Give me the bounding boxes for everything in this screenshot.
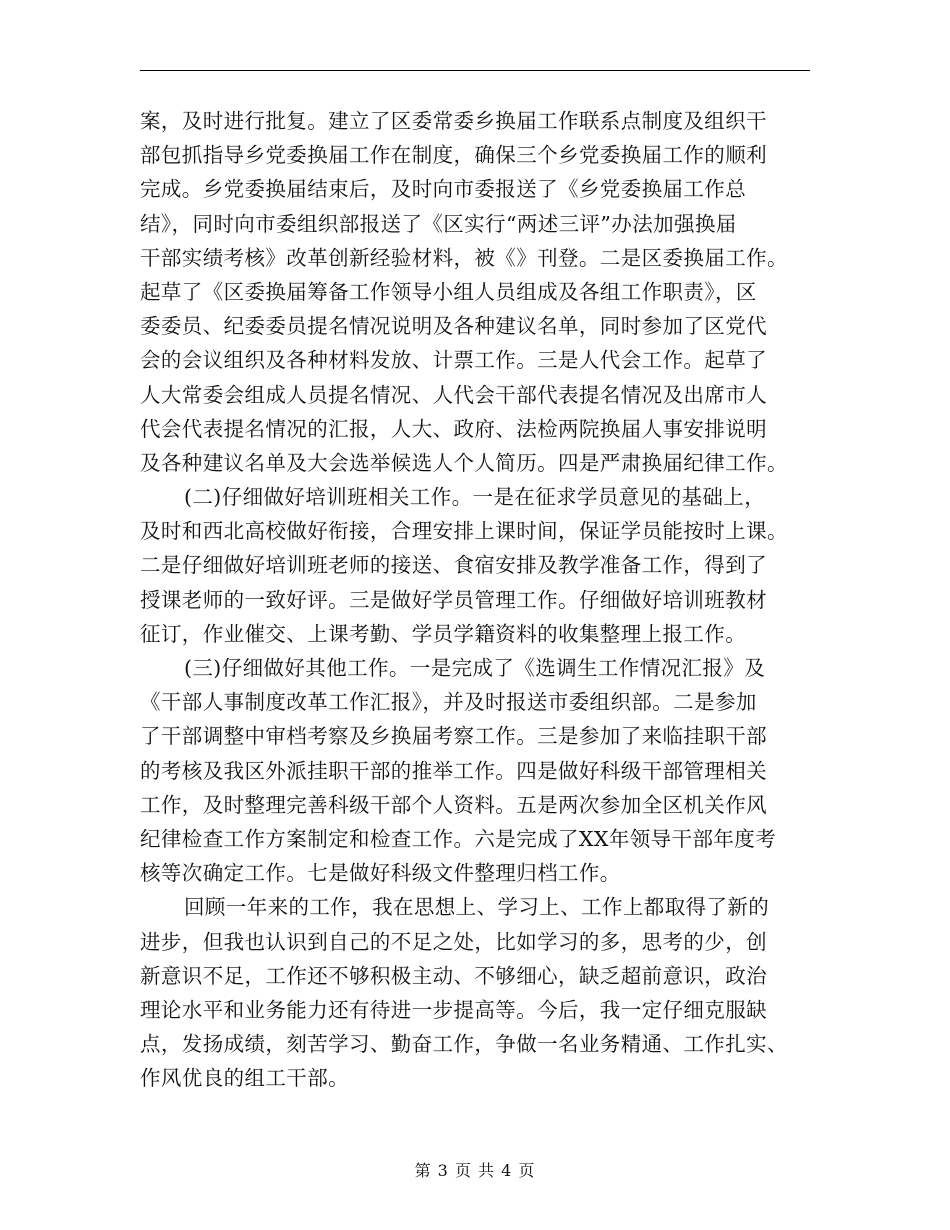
text-line: 及时和西北高校做好衔接，合理安排上课时间，保证学员能按时上课。 (140, 519, 788, 544)
page-number-footer: 第 3 页 共 4 页 (414, 1161, 536, 1180)
header-rule (140, 70, 810, 71)
text-line: 会的会议组织及各种材料发放、计票工作。三是人代会工作。起草了 (140, 348, 767, 373)
text-line: 理论水平和业务能力还有待进一步提高等。今后，我一定仔细克服缺 (140, 997, 767, 1022)
text-line: (二)仔细做好培训班相关工作。一是在征求学员意见的基础上， (184, 485, 766, 510)
text-line: 案，及时进行批复。建立了区委常委乡换届工作联系点制度及组织干 (140, 109, 767, 133)
text-line: 的考核及我区外派挂职干部的推举工作。四是做好科级干部管理相关 (140, 758, 767, 783)
text-line: 进步，但我也认识到自己的不足之处，比如学习的多，思考的少，创 (140, 929, 767, 954)
text-line: 人大常委会组成人员提名情况、人代会干部代表提名情况及出席市人 (140, 382, 767, 407)
text-line: 征订，作业催交、上课考勤、学员学籍资料的收集整理上报工作。 (140, 621, 747, 646)
text-line: 二是仔细做好培训班老师的接送、食宿安排及教学准备工作，得到了 (140, 553, 767, 578)
text-line: 授课老师的一致好评。三是做好学员管理工作。仔细做好培训班教材 (140, 587, 767, 612)
text-line: 新意识不足，工作还不够积极主动、不够细心，缺乏超前意识，政治 (140, 963, 767, 988)
document-body (140, 104, 812, 1095)
text-line: 回顾一年来的工作，我在思想上、学习上、工作上都取得了新的 (184, 895, 770, 920)
text-line: 《干部人事制度改革工作汇报》，并及时报送市委组织部。二是参加 (140, 690, 757, 715)
text-line: 起草了《区委换届筹备工作领导小组人员组成及各组工作职责》，区 (140, 279, 757, 304)
text-line: 核等次确定工作。七是做好科级文件整理归档工作。 (140, 861, 621, 886)
text-line: 干部实绩考核》改革创新经验材料，被《》刊登。二是区委换届工作。 (140, 245, 788, 270)
text-line: 作风优良的组工干部。 (140, 1066, 349, 1091)
text-line: 点，发扬成绩，刻苦学习、勤奋工作，争做一名业务精通、工作扎实、 (140, 1032, 788, 1057)
text-line: 纪律检查工作方案制定和检查工作。六是完成了XX年领导干部年度考 (140, 826, 777, 851)
text-line: 及各种建议名单及大会选举候选人个人简历。四是严肃换届纪律工作。 (140, 450, 788, 475)
text-line: 代会代表提名情况的汇报，人大、政府、法检两院换届人事安排说明 (140, 416, 767, 441)
text-line: 部包抓指导乡党委换届工作在制度，确保三个乡党委换届工作的顺利 (140, 143, 767, 168)
text-line: 了干部调整中审档考察及乡换届考察工作。三是参加了来临挂职干部 (140, 724, 767, 749)
text-line: 委委员、纪委委员提名情况说明及各种建议名单，同时参加了区党代 (140, 314, 767, 339)
text-line: 工作，及时整理完善科级干部个人资料。五是两次参加全区机关作风 (140, 792, 767, 817)
text-line: 完成。乡党委换届结束后，及时向市委报送了《乡党委换届工作总 (140, 177, 747, 202)
text-line: 结》，同时向市委组织部报送了《区实行“两述三评”办法加强换届 (140, 211, 737, 236)
text-line: (三)仔细做好其他工作。一是完成了《选调生工作情况汇报》及 (184, 656, 766, 680)
